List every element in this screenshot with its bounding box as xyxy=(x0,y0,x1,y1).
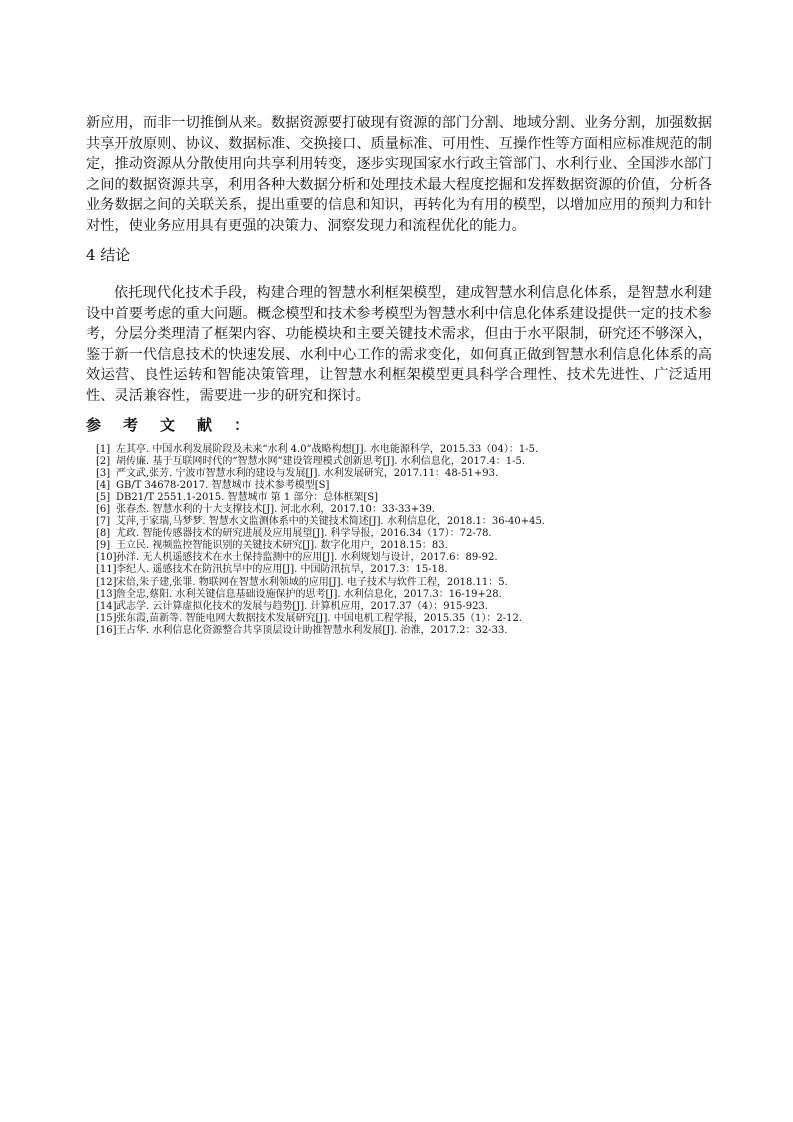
reference-text: 艾萍,于家瑞,马梦梦. 智慧水文监测体系中的关键技术简述[J]. 水利信息化，2018.1：36-40+45. xyxy=(116,516,545,528)
reference-number: [8] xyxy=(96,528,111,540)
reference-item xyxy=(96,444,716,456)
reference-text: 严文武,张芳. 宁波市智慧水利的建设与发展[J]. 水利发展研究，2017.11：48-51+93. xyxy=(116,468,499,480)
reference-number: [12] xyxy=(96,576,117,588)
reference-text: 尤政. 智能传感器技术的研究进展及应用展望[J]. 科学导报，2016.34（17）：72-78. xyxy=(116,528,492,540)
reference-item xyxy=(96,589,716,601)
reference-number: [3] xyxy=(96,468,111,480)
reference-number: [2] xyxy=(96,456,111,468)
reference-item xyxy=(96,552,716,564)
reference-item xyxy=(96,625,716,637)
reference-item xyxy=(96,456,716,468)
reference-text: 孙洋. 无人机遥感技术在水土保持监测中的应用[J]. 水利规划与设计，2017.6：89-92. xyxy=(116,552,498,564)
reference-text: 王占华. 水利信息化资源整合共享顶层设计助推智慧水利发展[J]. 治淮，2017.2：32-33. xyxy=(116,624,508,636)
reference-text: 胡传廉. 基于互联网时代的“智慧水网”建设管理模式创新思考[J]. 水利信息化，2017.4：1-5. xyxy=(116,456,526,468)
reference-text: 宋倍,朱子建,张罪. 物联网在智慧水利领域的应用[J]. 电子技术与软件工程，2018.11：5. xyxy=(116,576,508,588)
reference-number: [13] xyxy=(96,588,117,600)
reference-item xyxy=(96,577,716,589)
reference-text: 张春杰. 智慧水利的十大支撑技术[J]. 河北水利，2017.10：33-33+39. xyxy=(116,504,435,516)
reference-item xyxy=(96,528,716,540)
reference-item xyxy=(96,601,716,613)
reference-number: [15] xyxy=(96,612,117,624)
reference-item xyxy=(96,540,716,552)
reference-text: 左其亭. 中国水利发展阶段及未来“水利 4.0”战略构想[J]. 水电能源科学，2015.33（04）：1-5. xyxy=(116,444,539,455)
reference-number: [9] xyxy=(96,540,111,552)
reference-text: 李纪人. 遥感技术在防汛抗旱中的应用[J]. 中国防汛抗旱，2017.3：15-18. xyxy=(116,564,448,576)
reference-number: [10] xyxy=(96,552,117,564)
section-heading-conclusion: 4 结论 xyxy=(86,246,131,264)
reference-text: DB21/T 2551.1-2015. 智慧城市 第 1 部分：总体框架[S] xyxy=(116,492,379,504)
reference-number: [14] xyxy=(96,600,117,612)
reference-item xyxy=(96,613,716,625)
reference-item xyxy=(96,480,716,492)
reference-number: [5] xyxy=(96,492,111,504)
reference-item xyxy=(96,504,716,516)
references-heading: 参考文献： xyxy=(86,416,272,434)
reference-item xyxy=(96,564,716,576)
reference-number: [6] xyxy=(96,504,111,516)
body-paragraph-2: 依托现代化技术手段，构建合理的智慧水利框架模型，建成智慧水利信息化体系，是智慧水利建设中首要考虑的重大问题。概念模型和技术参考模型为智慧水利中信息化体系建设提供一定的技术参考，分层分类理清了框架内容、功能模块和主要关键技术需求，但由于水平限制，研究还不够深入，鉴于新一代信息技术的快速发展、水利中心工作的需求变化，如何真正做到智慧水利信息化体系的高效运营、良性运转和智能决策管理，让智慧水利框架模型更具科学合理性、技术先进性、广泛适用性、灵活兼容性，需要进一步的研究和探讨。 xyxy=(86,285,712,404)
reference-item xyxy=(96,492,716,504)
reference-number: [1] xyxy=(96,444,111,455)
reference-number: [11] xyxy=(96,564,117,576)
reference-text: 张东霞,苗新等. 智能电网大数据技术发展研究[J]. 中国电机工程学报，2015.35（1）：2-12. xyxy=(116,612,523,624)
reference-list xyxy=(96,444,716,637)
reference-number: [4] xyxy=(96,480,111,492)
body-paragraph-1: 新应用，而非一切推倒从来。数据资源要打破现有资源的部门分割、地域分割、业务分割，加强数据共享开放原则、协议、数据标准、交换接口、质量标准、可用性、互操作性等方面相应标准规范的制定，推动资源从分散使用向共享利用转变，逐步实现国家水行政主管部门、水利行业、全国涉水部门之间的数据资源共享，利用各种大数据分析和处理技术最大程度挖掘和发挥数据资源的价值，分析各业务数据之间的关联关系，提出重要的信息和知识，再转化为有用的模型，以增加应用的预判力和针对性，使业务应用具有更强的决策力、洞察发现力和流程优化的能力。 xyxy=(86,115,712,234)
reference-text: GB/T 34678-2017. 智慧城市 技术参考模型[S] xyxy=(116,480,330,492)
reference-number: [16] xyxy=(96,624,117,636)
reference-text: 武志学. 云计算虚拟化技术的发展与趋势[J]. 计算机应用，2017.37（4）：915-923. xyxy=(116,600,488,612)
reference-item xyxy=(96,468,716,480)
reference-number: [7] xyxy=(96,516,111,528)
reference-text: 詹全忠,蔡阳. 水利关键信息基础设施保护的思考[J]. 水利信息化，2017.3：16-19+28. xyxy=(116,588,502,600)
reference-item xyxy=(96,516,716,528)
reference-text: 王立民. 视频监控智能识别的关键技术研究[J]. 数字化用户，2018.15：83. xyxy=(116,540,448,552)
